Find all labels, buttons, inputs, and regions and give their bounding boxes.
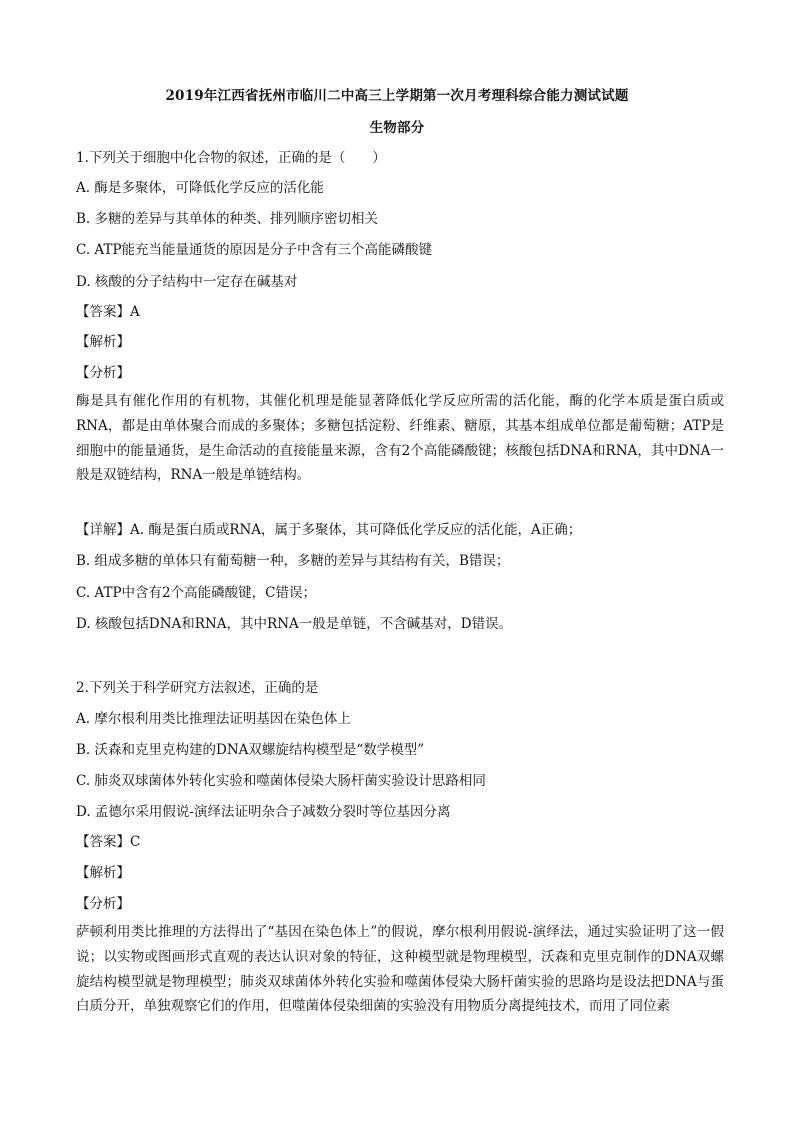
question-1-answer: 【答案】A [76,304,140,320]
question-2-option-b: B. 沃森和克里克构建的DNA双螺旋结构模型是“数学模型” [76,742,425,758]
question-1-detail-b: B. 组成多糖的单体只有葡萄糖一种，多糖的差异与其结构有关，B错误； [76,553,510,569]
document-title: 2019年江西省抚州市临川二中高三上学期第一次月考理科综合能力测试试题 [165,88,629,104]
question-1-analysis: 酶是具有催化作用的有机物，其催化机理是能显著降低化学反应所需的活化能，酶的化学本质是蛋白质或RNA，都是由单体聚合而成的多聚体；多糖包括淀粉、纤维素、糖原，其基本组成单位都是葡萄糖；ATP是细胞中的能量通货，是生命活动的直接能量来源，含有2个高能磷酸键；核酸包括DNA和RNA，其中DNA一般是双链结构，RNA一般是单链结构。 [76,393,724,484]
question-1-option-a: A. 酶是多聚体，可降低化学反应的活化能 [76,180,324,196]
question-2-answer: 【答案】C [76,834,141,850]
question-1-stem: 1.下列关于细胞中化合物的叙述，正确的是（ ） [76,150,386,166]
question-1-detail-c: C. ATP中含有2个高能磷酸键，C错误； [76,585,316,601]
question-1-option-b: B. 多糖的差异与其单体的种类、排列顺序密切相关 [76,211,379,227]
question-1-fenxi-label: 【分析】 [76,365,130,381]
question-1-option-c: C. ATP能充当能量通货的原因是分子中含有三个高能磷酸键 [76,242,433,258]
question-2-stem: 2.下列关于科学研究方法叙述，正确的是 [76,680,319,696]
question-2-analysis: 萨顿利用类比推理的方法得出了“基因在染色体上”的假说，摩尔根利用假说-演绎法，通过实验证明了这一假说；以实物或图画形式直观的表达认识对象的特征，这种模型就是物理模型，沃森和克里克制作的DNA双螺旋结构模型就是物理模型；肺炎双球菌体外转化实验和噬菌体侵染大肠杆菌实验的思路均是设法把DNA与蛋白质分开，单独观察它们的作用，但噬菌体侵染细菌的实验没有用物质分离提纯技术，而用了同位素 [76,924,724,1015]
question-1-option-d: D. 核酸的分子结构中一定存在碱基对 [76,274,298,290]
question-2-option-d: D. 孟德尔采用假说-演绎法证明杂合子减数分裂时等位基因分离 [76,804,451,820]
question-2-fenxi-label: 【分析】 [76,896,130,912]
section-title: 生物部分 [369,120,425,136]
question-2-option-c: C. 肺炎双球菌体外转化实验和噬菌体侵染大肠杆菌实验设计思路相同 [76,773,486,789]
question-1-jiexi-label: 【解析】 [76,334,130,350]
question-2-option-a: A. 摩尔根利用类比推理法证明基因在染色体上 [76,711,351,727]
question-1-detail-a: 【详解】A. 酶是蛋白质或RNA，属于多聚体，其可降低化学反应的活化能，A正确； [76,522,582,538]
question-1-detail-d: D. 核酸包括DNA和RNA，其中RNA一般是单链，不含碱基对，D错误。 [76,616,513,632]
question-2-jiexi-label: 【解析】 [76,865,130,881]
